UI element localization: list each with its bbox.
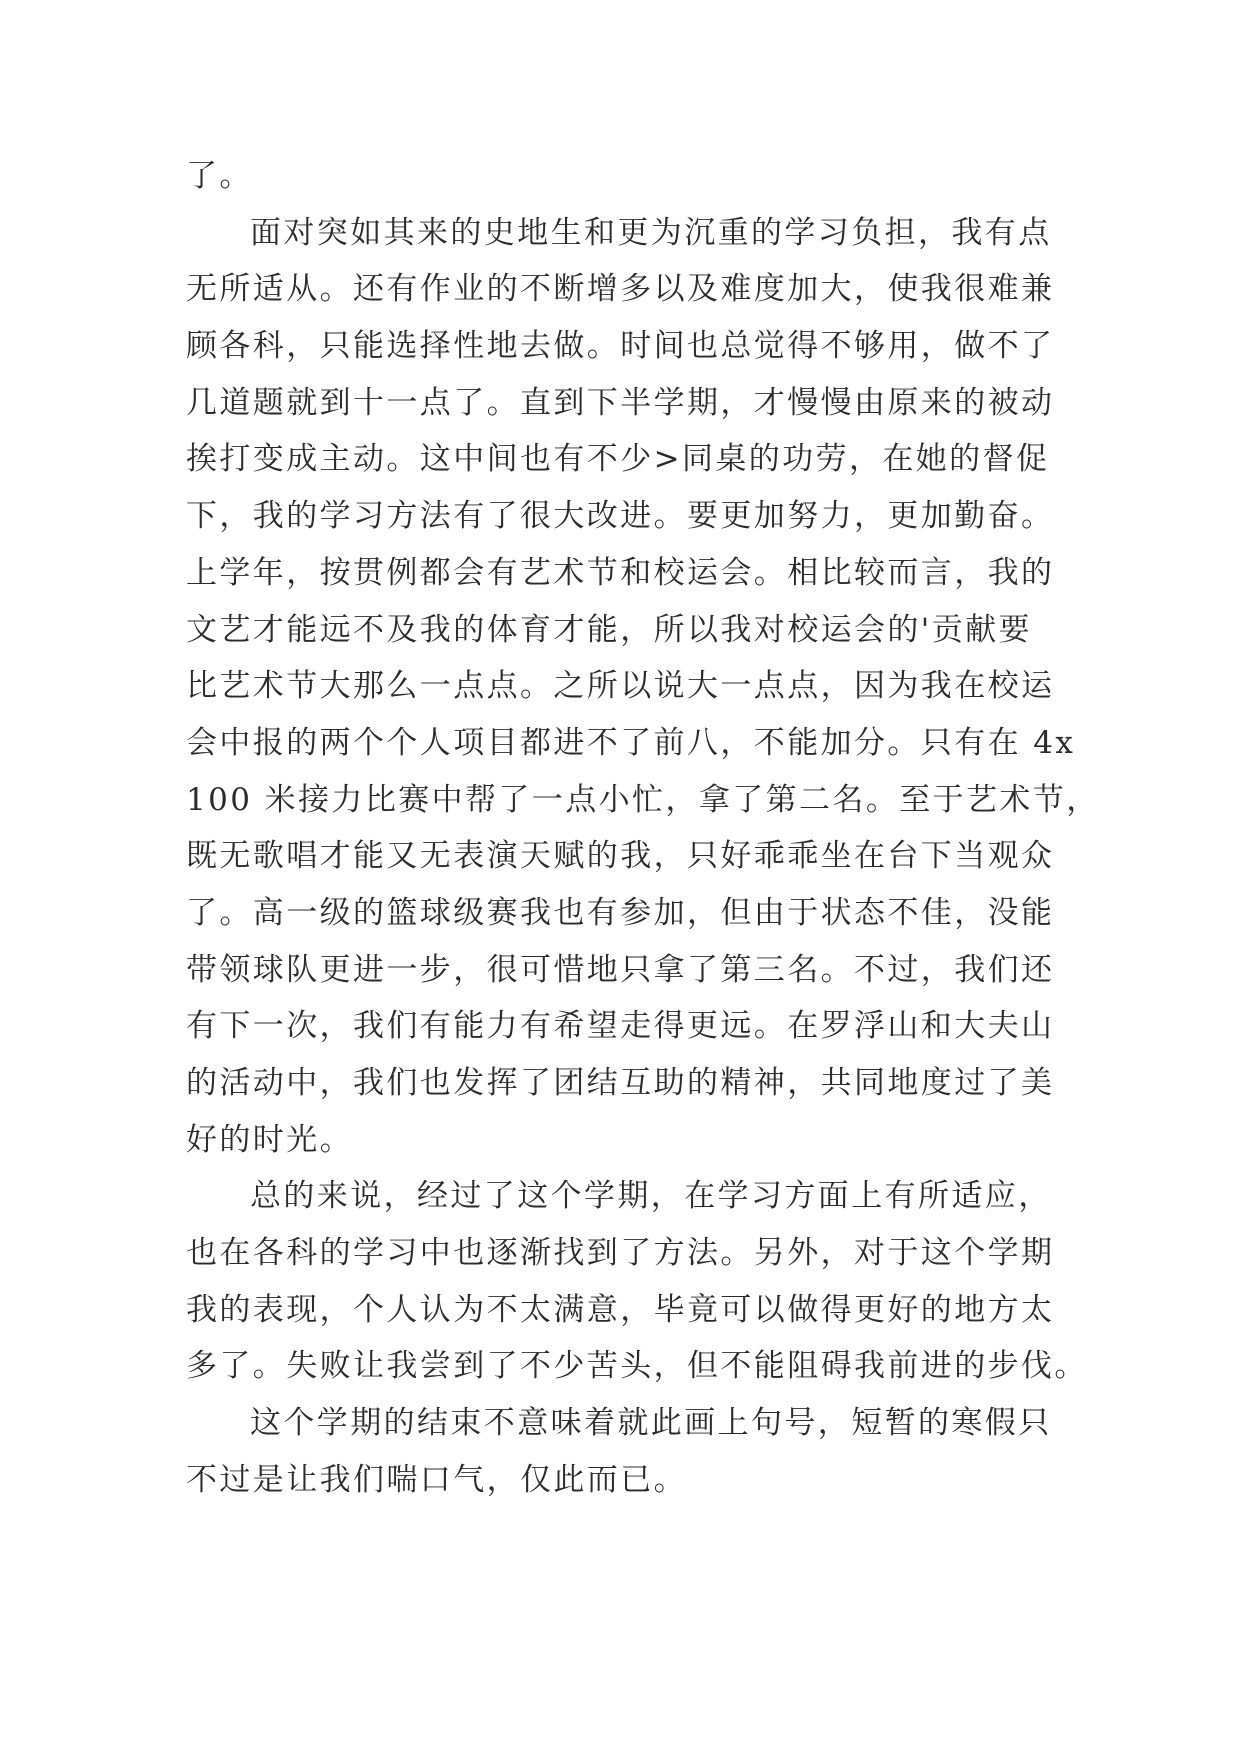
text-line: 挨打变成主动。这中间也有不少>同桌的功劳，在她的督促	[186, 441, 1050, 478]
paragraph-start-line: 总的来说，经过了这个学期，在学习方面上有所适应，	[250, 1178, 1052, 1215]
text-line: 了。	[186, 158, 253, 194]
text-line: 比艺术节大那么一点点。之所以说大一点点，因为我在校运	[186, 668, 1055, 705]
text-line: 几道题就到十一点了。直到下半学期，才慢慢由原来的被动	[186, 384, 1055, 421]
text-line: 多了。失败让我尝到了不少苦头，但不能阻碍我前进的步伐。	[186, 1348, 1088, 1385]
text-line: 不过是让我们喘口气，仅此而已。	[186, 1461, 687, 1498]
text-line: 上学年，按贯例都会有艺术节和校运会。相比较而言，我的	[186, 554, 1055, 591]
text-line: 下，我的学习方法有了很大改进。要更加努力，更加勤奋。	[186, 498, 1055, 535]
text-line: 文艺才能远不及我的体育才能，所以我对校运会的'贡献要	[186, 611, 1032, 648]
text-line: 也在各科的学习中也逐渐找到了方法。另外，对于这个学期	[186, 1235, 1055, 1272]
text-line: 我的表现，个人认为不太满意，毕竟可以做得更好的地方太	[186, 1291, 1055, 1328]
text-line: 的活动中，我们也发挥了团结互助的精神，共同地度过了美	[186, 1065, 1055, 1101]
text-line: 既无歌唱才能又无表演天赋的我，只好乖乖坐在台下当观众	[186, 838, 1055, 875]
paragraph-start-line: 面对突如其来的史地生和更为沉重的学习负担，我有点	[250, 214, 1052, 251]
text-line: 了。高一级的篮球级赛我也有参加，但由于状态不佳，没能	[186, 894, 1055, 931]
text-line: 无所适从。还有作业的不断增多以及难度加大，使我很难兼	[186, 271, 1055, 308]
text-line: 有下一次，我们有能力有希望走得更远。在罗浮山和大夫山	[186, 1008, 1055, 1045]
paragraph-start-line: 这个学期的结束不意味着就此画上句号，短暂的寒假只	[250, 1405, 1052, 1442]
text-line: 会中报的两个个人项目都进不了前八，不能加分。只有在 4x	[186, 724, 1076, 761]
text-line: 带领球队更进一步，很可惜地只拿了第三名。不过，我们还	[186, 951, 1055, 988]
text-line: 100 米接力比赛中帮了一点小忙，拿了第二名。至于艺术节，	[186, 781, 1100, 818]
document-body	[186, 148, 1100, 1509]
text-line: 顾各科，只能选择性地去做。时间也总觉得不够用，做不了	[186, 328, 1055, 365]
text-line: 好的时光。	[186, 1121, 353, 1158]
